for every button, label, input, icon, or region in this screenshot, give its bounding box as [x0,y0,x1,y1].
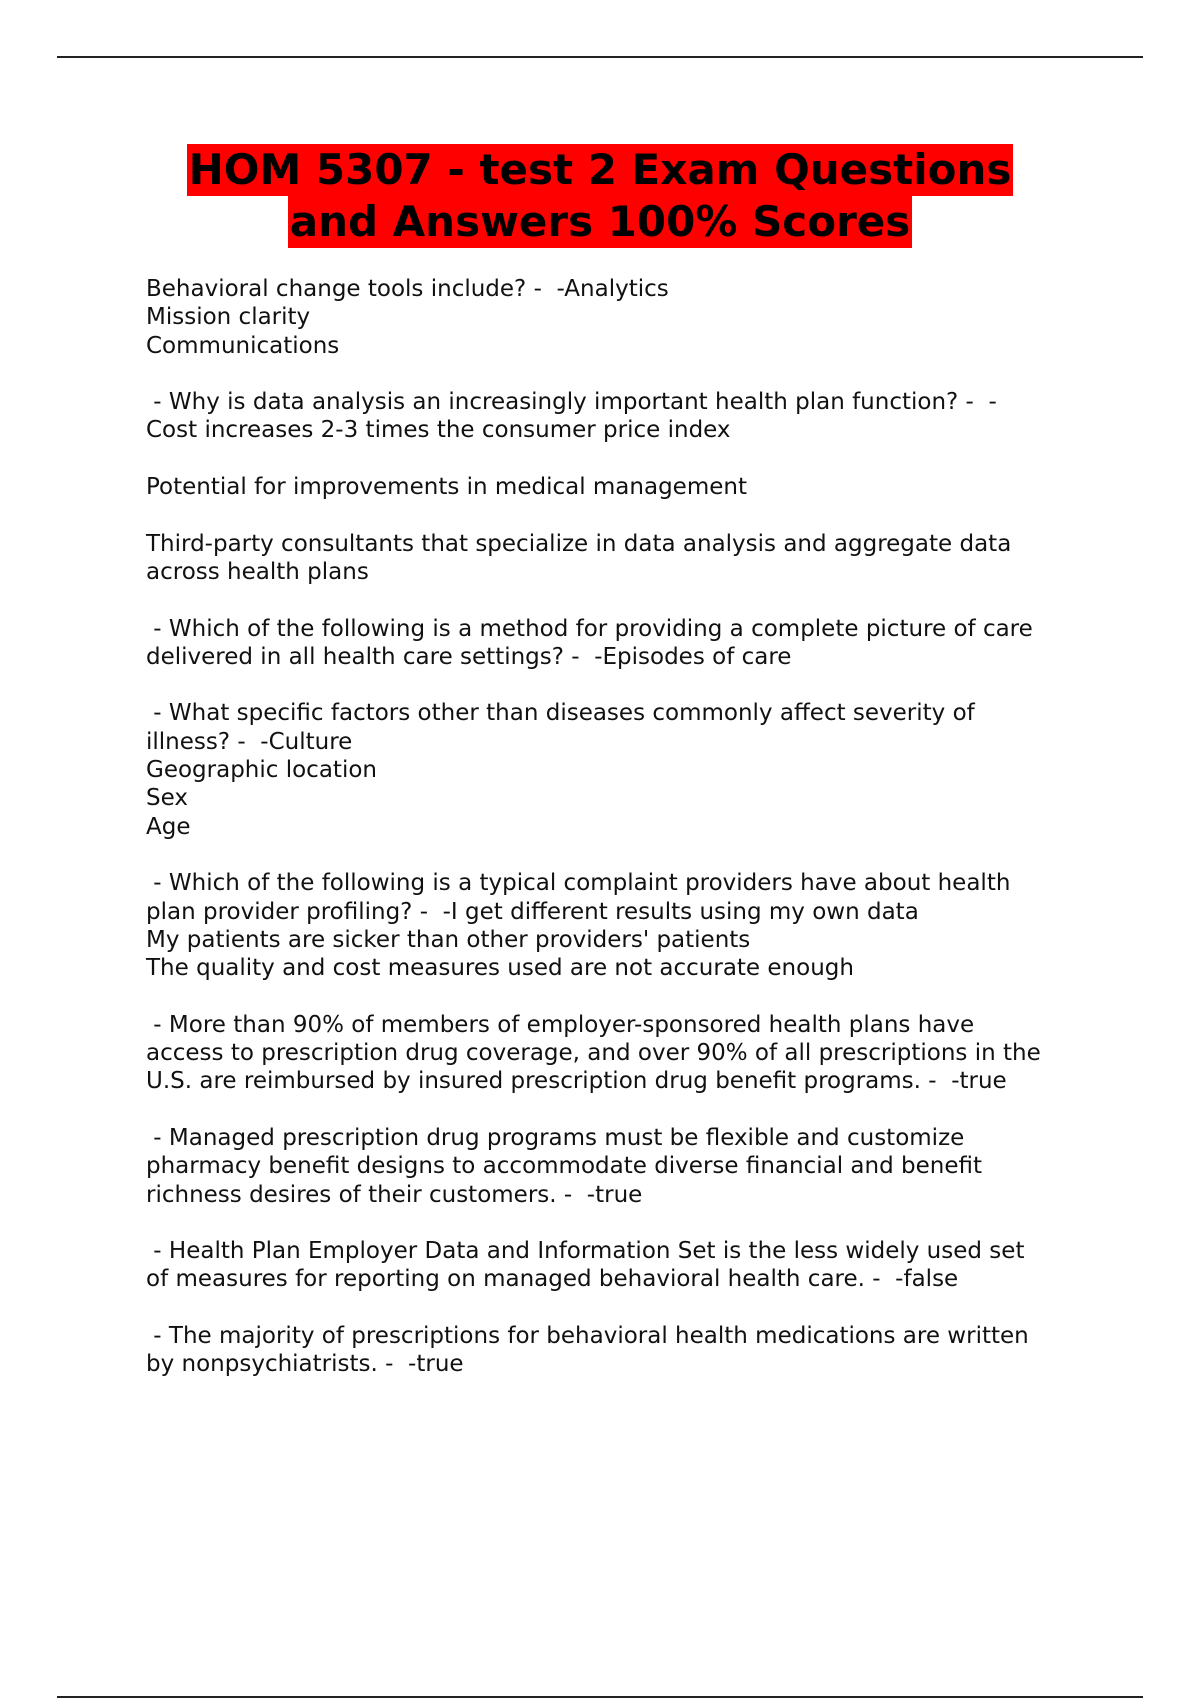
text-line: illness? - -Culture [146,728,353,755]
text-line: - The majority of prescriptions for behavioral health medications are written [146,1322,1029,1349]
text-line: Age [146,813,191,840]
text-line: Cost increases 2-3 times the consumer price index [146,417,731,444]
blank-line [146,586,1096,614]
blank-line [146,501,1096,529]
text-line: Potential for improvements in medical management [146,474,747,501]
text-line: - Health Plan Employer Data and Information Set is the less widely used set [146,1238,1025,1265]
text-line: Sex [146,785,188,812]
text-line: - More than 90% of members of employer-sponsored health plans have [146,1011,975,1038]
text-line: of measures for reporting on managed behavioral health care. - -false [146,1266,959,1293]
text-line: - What specific factors other than diseases commonly affect severity of [146,700,975,727]
blank-line [146,671,1096,699]
text-line: across health plans [146,558,369,585]
text-line: My patients are sicker than other providers' patients [146,926,751,953]
text-line: - Why is data analysis an increasingly important health plan function? - - [146,389,997,416]
text-line: - Managed prescription drug programs must be flexible and customize [146,1124,965,1151]
blank-line [146,360,1096,388]
text-line: richness desires of their customers. - -true [146,1181,643,1208]
text-line: pharmacy benefit designs to accommodate diverse financial and benefit [146,1153,982,1180]
blank-line [146,445,1096,473]
bottom-rule [57,1696,1143,1698]
text-line: Third-party consultants that specialize in data analysis and aggregate data [146,530,1012,557]
blank-line [146,982,1096,1010]
document-title [0,144,1200,248]
title-line-1: HOM 5307 - test 2 Exam Questions [188,145,1012,194]
text-line: Communications [146,332,340,359]
text-line: - Which of the following is a typical complaint providers have about health [146,870,1011,897]
text-line: by nonpsychiatrists. - -true [146,1351,464,1378]
text-line: plan provider profiling? - -I get different results using my own data [146,898,919,925]
blank-line [146,841,1096,869]
blank-line [146,1096,1096,1124]
text-line: Geographic location [146,757,377,784]
blank-line [146,1294,1096,1322]
text-line: The quality and cost measures used are not accurate enough [146,955,854,982]
text-line: delivered in all health care settings? - -Episodes of care [146,643,792,670]
text-line: - Which of the following is a method for providing a complete picture of care [146,615,1033,642]
text-line: Mission clarity [146,304,311,331]
text-line: access to prescription drug coverage, and over 90% of all prescriptions in the [146,1040,1041,1067]
text-line: Behavioral change tools include? - -Analytics [146,276,669,302]
blank-line [146,1209,1096,1237]
document-body [146,275,1096,1379]
text-line: U.S. are reimbursed by insured prescription drug benefit programs. - -true [146,1068,1007,1095]
title-line-2: and Answers 100% Scores [289,197,911,246]
top-rule [57,56,1143,58]
